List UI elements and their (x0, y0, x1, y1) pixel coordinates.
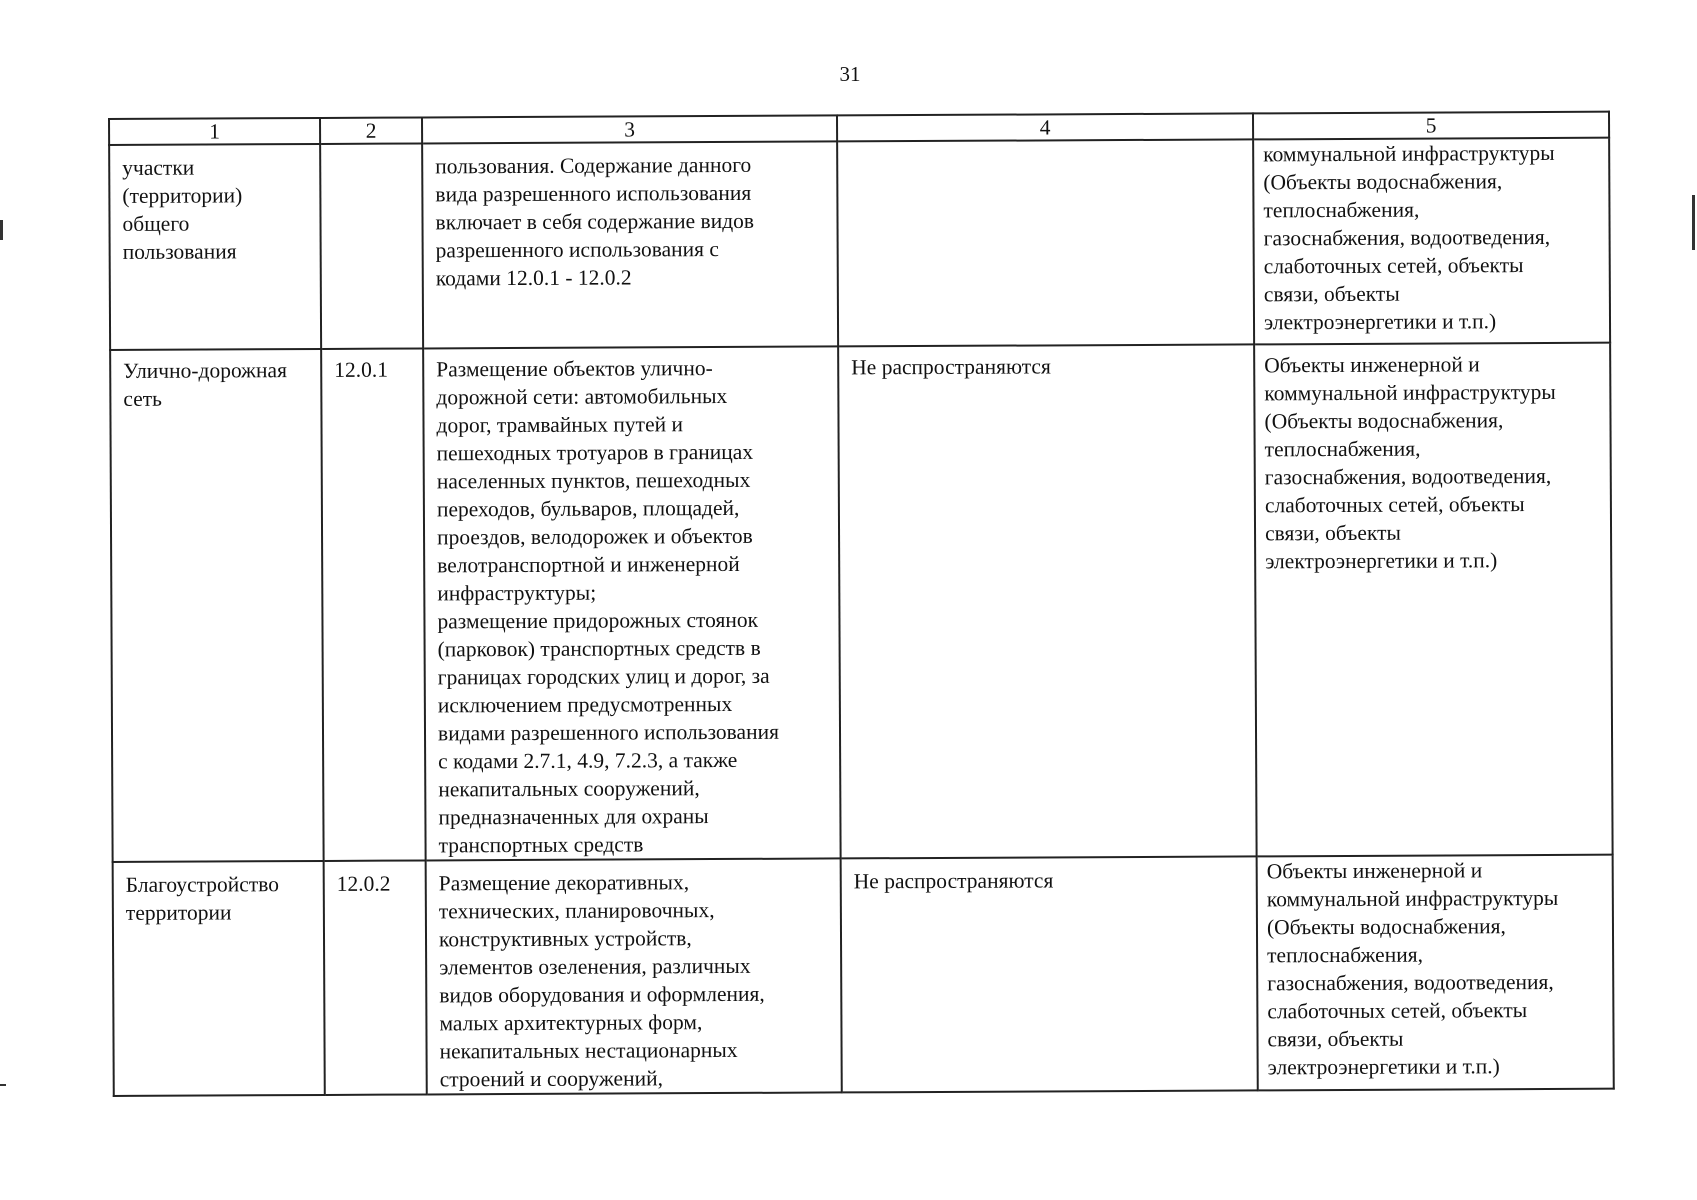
use-code-cell (320, 143, 423, 348)
auxiliary-uses-cell: Объекты инженерной и коммунальной инфраструктуры (Объекты водоснабжения, теплоснабжения, газоснабжения, водоотведения, слаботочных сетей, объекты связи, объекты электроэнергетики и т.п.) (1254, 343, 1612, 857)
column-header-5: 5 (1253, 112, 1609, 140)
table-row (113, 855, 1614, 1096)
column-header-2: 2 (320, 117, 422, 143)
scan-margin-mark (1692, 195, 1695, 250)
use-name-cell: участки (территории) общего пользования (109, 144, 321, 350)
use-code-cell: 12.0.2 (324, 860, 427, 1094)
restrictions-cell (837, 139, 1254, 346)
restrictions-cell: Не распространяются (838, 344, 1256, 858)
scan-margin-mark (0, 1084, 6, 1086)
auxiliary-uses-cell: Объекты инженерной и коммунальной инфраструктуры (Объекты водоснабжения, теплоснабжения, газоснабжения, водоотведения, слаботочных сетей, объекты связи, объекты электроэнергетики и т.п.) (1257, 855, 1614, 1091)
auxiliary-uses-cell: коммунальной инфраструктуры (Объекты водоснабжения, теплоснабжения, газоснабжения, водоотведения, слаботочных сетей, объекты связи, объекты электроэнергетики и т.п.) (1253, 138, 1610, 345)
use-description-cell: Размещение объектов улично- дорожной сети: автомобильных дорог, трамвайных путей и пешеходных тротуаров в границах населенных пунктов, пешеходных переходов, бульваров, площадей, проездов, велодорожек и объектов велотранспортной и инженерной инфраструктуры; размещение придорожных стоянок (парковок) транспортных средств в границах городских улиц и дорог, за исключением предусмотренных видами разрешенного использования с кодами 2.7.1, 4.9, 7.2.3, а также некапитальных сооружений, предназначенных для охраны транспортных средств (423, 346, 840, 860)
use-description-cell: пользования. Содержание данного вида разрешенного использования включает в себя содержание видов разрешенного использования с кодами 12.0.1 - 12.0.2 (422, 141, 838, 348)
scan-margin-mark (0, 220, 3, 240)
page-number: 31 (839, 62, 861, 86)
use-code-cell: 12.0.1 (321, 348, 426, 860)
use-description-cell: Размещение декоративных, технических, планировочных, конструктивных устройств, элементов озеленения, различных видов оборудования и оформления, малых архитектурных форм, некапитальных нестационарных строений и сооружений, (426, 858, 842, 1094)
table-row (109, 138, 1610, 350)
use-name-cell: Улично-дорожная сеть (110, 349, 323, 862)
use-name-cell: Благоустройство территории (113, 861, 325, 1096)
column-header-1: 1 (109, 118, 320, 145)
table-row (110, 343, 1612, 862)
restrictions-cell: Не распространяются (841, 856, 1258, 1092)
column-header-3: 3 (422, 115, 837, 143)
column-header-4: 4 (837, 113, 1253, 141)
land-use-table (108, 111, 1615, 1097)
